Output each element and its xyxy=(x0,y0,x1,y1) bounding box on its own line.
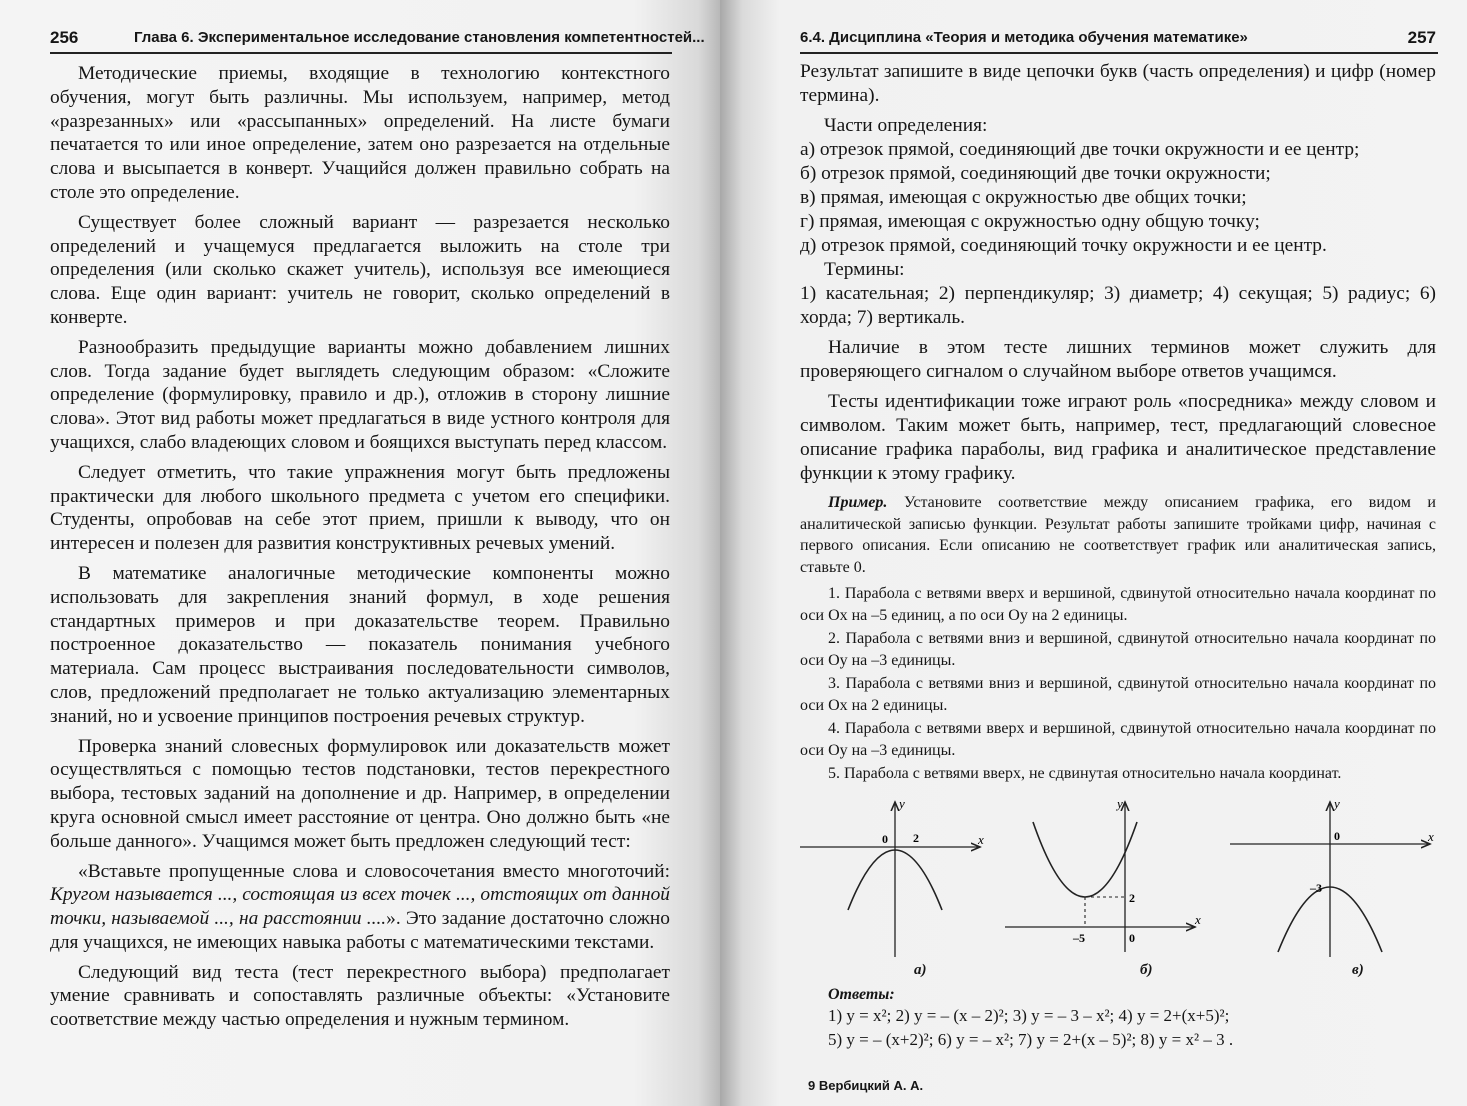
left-text-column xyxy=(50,62,670,1038)
graph-c xyxy=(1230,792,1440,962)
left-running-header xyxy=(50,26,705,54)
left-page xyxy=(0,0,720,1106)
graph-b-caption: б) xyxy=(1140,962,1153,978)
graph-a xyxy=(800,792,1000,962)
graph-a-origin: 0 xyxy=(882,832,888,846)
right-page-number: 257 xyxy=(1407,28,1436,47)
terms-title: Термины: xyxy=(824,259,905,280)
graph-c-y-label: y xyxy=(1334,796,1340,811)
example-paragraph xyxy=(800,492,1436,578)
part-item: д) отрезок прямой, соединяющий точку окружности и ее центр. xyxy=(800,235,1327,256)
paragraph: В математике аналогичные методические компоненты можно использовать для закрепления знаний формул, в ходе решения стандартных примеров и при доказательстве теорем. Правильно построенное доказательство — показатель понимания учебного материала. Сам процесс выстраивания последовательности символов, слов, предложений предполагает не только актуализацию элементарных знаний, но и усвоение принципов построения речевых структур. xyxy=(50,562,670,727)
paragraph: Разнообразить предыдущие варианты можно добавлением лишних слов. Тогда задание будет выглядеть следующим образом: «Сложите определение (формулировку, правило и др.), отложив в сторону лишние слова». Этот вид работы может предлагаться в виде устного контроля для учащихся, слабо владеющих словом и боящихся выступать перед классом. xyxy=(50,336,670,453)
part-item: в) прямая, имеющая с окружностью две общих точки; xyxy=(800,187,1247,208)
left-page-number: 256 xyxy=(50,28,79,47)
example-item: 1. Парабола с ветвями вверх и вершиной, сдвинутой относительно начала координат по оси Ox на –5 единиц, а по оси Oy на 2 единицы. xyxy=(800,585,1436,624)
graph-a-tick: 2 xyxy=(913,831,919,845)
part-item: г) прямая, имеющая с окружностью одну общую точку; xyxy=(800,211,1260,232)
paragraph: Существует более сложный вариант — разрезается несколько определений и учащемуся предлагается выложить на столе три определения (или сколько скажет учитель), используя все имеющиеся слова. Еще один вариант: учитель не говорит, сколько определений в конверте. xyxy=(50,211,670,328)
intro-text: Результат запишите в виде цепочки букв (часть определения) и цифр (номер термина). xyxy=(800,61,1436,106)
paragraph: Проверка знаний словесных формулировок или доказательств может осуществляться с помощью тестов подстановки, тестов перекрестного выбора, тестовых заданий на дополнение и др. Например, в определении круга основной смысл имеет расстояние от центра. Оно должно быть «не больше данного». Учащимся может быть предложен следующий тест: xyxy=(50,735,670,852)
example-text: Установите соответствие между описанием графика, его видом и аналитической записью функции. Результат работы запишите тройками цифр, начиная с первого описания. Если описанию не соответствует график или аналитическая запись, ставьте 0. xyxy=(800,494,1436,576)
graph-b-x-label: x xyxy=(1195,912,1201,927)
example-block xyxy=(800,492,1436,785)
graph-b-y-label: y xyxy=(1117,796,1123,811)
paragraph: Следует отметить, что такие упражнения могут быть предложены практически для любого школьного предмета с учетом его специфики. Студенты, опробовав на себе этот прием, пришли к выводу, что он интересен и полезен для развития конструктивных речевых умений. xyxy=(50,461,670,555)
right-text-column xyxy=(800,60,1436,787)
right-page xyxy=(720,0,1467,1106)
quote-paragraph xyxy=(50,860,670,955)
right-running-header xyxy=(800,26,1438,54)
graph-a-y-label: y xyxy=(899,796,905,811)
graph-c-x-label: x xyxy=(1428,829,1434,844)
parabola-graphs xyxy=(800,792,1440,982)
quote-start: «Вставьте пропущенные слова и словосочетания вместо многоточий: xyxy=(78,860,670,882)
graph-a-x-label: x xyxy=(978,832,984,847)
paragraph: Следующий вид теста (тест перекрестного выбора) предполагает умение сравнивать и сопоставлять различные объекты: «Установите соответствие между частью определения и нужным термином. xyxy=(50,961,670,1031)
paragraph: Наличие в этом тесте лишних терминов может служить для проверяющего сигналом о случайном выборе ответов учащимся. xyxy=(800,337,1436,382)
example-item: 3. Парабола с ветвями вниз и вершиной, сдвинутой относительно начала координат по оси Ox на 2 единицы. xyxy=(800,675,1436,714)
example-item: 4. Парабола с ветвями вверх и вершиной, сдвинутой относительно начала координат по оси Oy на –3 единицы. xyxy=(800,720,1436,759)
right-header-title: 6.4. Дисциплина «Теория и методика обучения математике» xyxy=(800,29,1248,46)
example-label: Пример. xyxy=(828,494,888,511)
part-item: б) отрезок прямой, соединяющий две точки окружности; xyxy=(800,163,1271,184)
left-header-title: Глава 6. Экспериментальное исследование становления компетентностей... xyxy=(134,29,705,46)
example-item: 5. Парабола с ветвями вверх, не сдвинутая относительно начала координат. xyxy=(828,765,1342,782)
quote-italic: Кругом называется ..., состоящая из всех точек ..., отстоящих от данной точки, называемой ..., на расстоянии .... xyxy=(50,884,670,930)
parts-title: Части определения: xyxy=(824,115,988,136)
paragraph: Методические приемы, входящие в технологию контекстного обучения, могут быть различны. Мы используем, например, метод «разрезанных» или «рассыпанных» определений. На листе бумаги печатается то или иное определение, затем оно разрезается на отдельные слова и высыпается в конверт. Учащийся должен правильно собрать на столе это определение. xyxy=(50,63,670,203)
answers-line: 1) y = x²; 2) y = – (x – 2)²; 3) y = – 3 – x²; 4) y = 2+(x+5)²; xyxy=(828,1006,1230,1025)
paragraph: Тесты идентификации тоже играют роль «посредника» между словом и символом. Таким может быть, например, тест, предлагающий словесное описание графика параболы, вид графика и аналитическое представление функции к этому графику. xyxy=(800,391,1436,484)
graph-b-origin: 0 xyxy=(1129,931,1135,945)
graph-a-caption: а) xyxy=(914,962,927,978)
graph-b xyxy=(1005,792,1225,962)
graph-c-origin: 0 xyxy=(1334,829,1340,843)
graph-b-tick-y: 2 xyxy=(1129,891,1135,905)
answers-line: 5) y = – (x+2)²; 6) y = – x²; 7) y = 2+(x – 5)²; 8) y = x² – 3 . xyxy=(828,1030,1234,1049)
graph-b-tick-x: –5 xyxy=(1073,931,1085,945)
terms-list: 1) касательная; 2) перпендикуляр; 3) диаметр; 4) секущая; 5) радиус; 6) хорда; 7) вертикаль. xyxy=(800,283,1436,328)
graph-c-tick: –3 xyxy=(1310,881,1322,895)
example-item: 2. Парабола с ветвями вниз и вершиной, сдвинутой относительно начала координат по оси Oy на –3 единицы. xyxy=(800,630,1436,669)
page-footer: 9 Вербицкий А. А. xyxy=(808,1078,924,1093)
answers-title: Ответы: xyxy=(828,986,895,1003)
quote-end: ». Это задание достаточно сложно для учащихся, не имеющих навыка работы с математическими текстами. xyxy=(50,908,670,953)
graph-c-caption: в) xyxy=(1352,962,1364,978)
answers-block xyxy=(828,986,1233,1052)
part-item: а) отрезок прямой, соединяющий две точки окружности и ее центр; xyxy=(800,139,1360,160)
